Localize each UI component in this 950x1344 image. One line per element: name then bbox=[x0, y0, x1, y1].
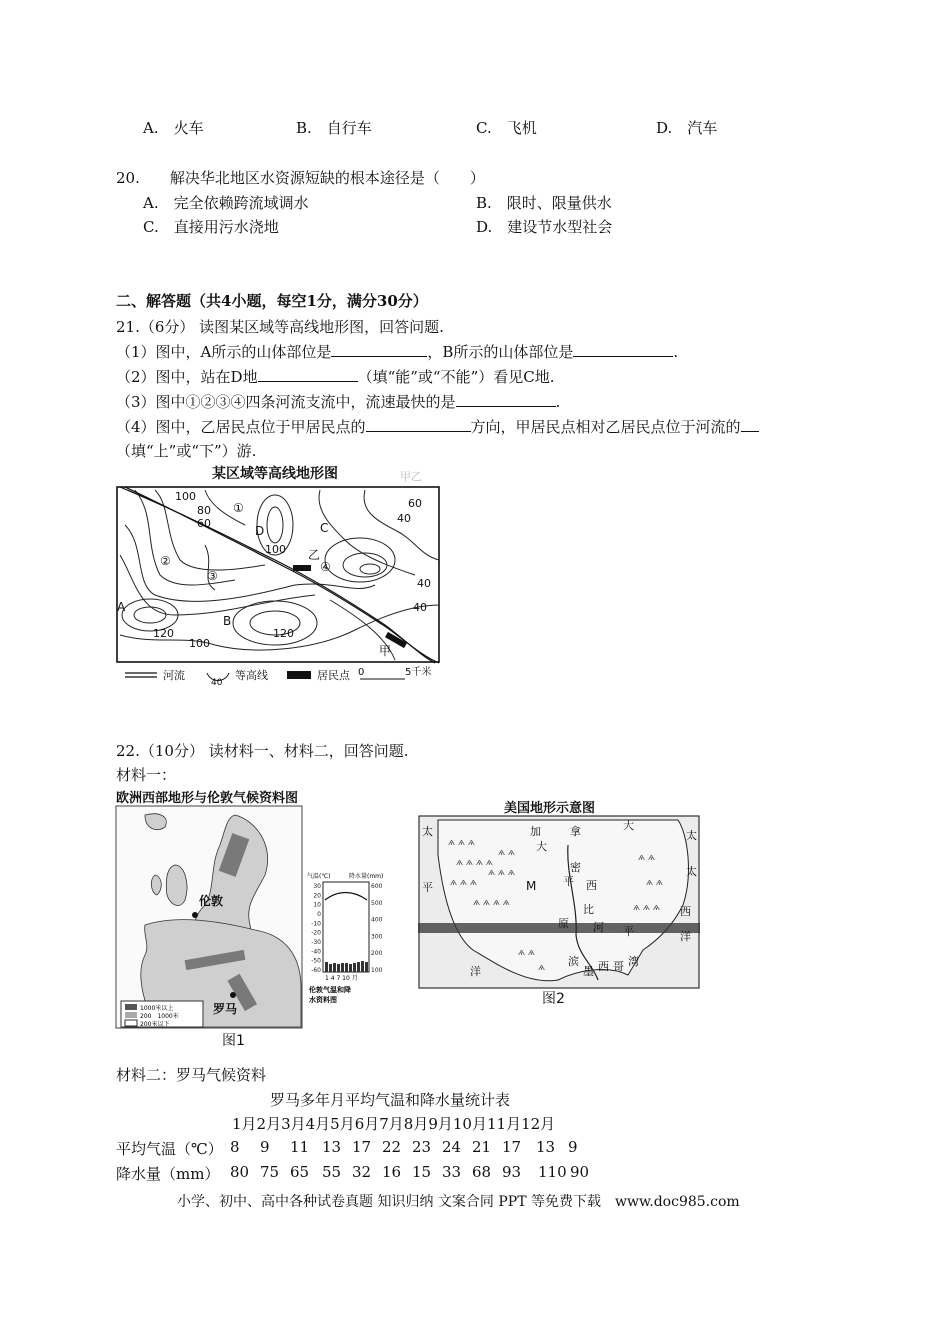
temperature-cell: 8 bbox=[230, 1138, 240, 1156]
rome-label: 罗马 bbox=[213, 1002, 238, 1016]
rome-temperature-row bbox=[116, 1138, 716, 1158]
us-map-label: 密 bbox=[570, 861, 581, 874]
svg-text:ѧ ѧ ѧ ѧ: ѧ ѧ ѧ ѧ bbox=[456, 858, 493, 868]
precipitation-cell: 93 bbox=[502, 1163, 522, 1181]
contour-label: 80 bbox=[197, 504, 211, 517]
us-map-label: 平 bbox=[422, 881, 433, 894]
q21-line-5: （填“上”或“下”）游. bbox=[116, 442, 257, 460]
us-map-label: 加 bbox=[530, 825, 541, 838]
precipitation-cell: 65 bbox=[290, 1163, 310, 1181]
us-map-label: 平 bbox=[563, 875, 574, 888]
settlement-legend-icon bbox=[287, 671, 311, 679]
stream-label-2: ② bbox=[160, 554, 171, 568]
q19-option-b: B. 自行车 bbox=[296, 119, 372, 137]
q21-stem: 21.（6分） 读图某区域等高线地形图，回答问题. bbox=[116, 318, 444, 336]
answer-blank[interactable] bbox=[741, 417, 759, 432]
climate-months: 1 4 7 10 月 bbox=[325, 975, 358, 982]
point-label-b: B bbox=[223, 614, 232, 628]
contour-label: 60 bbox=[408, 497, 422, 510]
us-map-label: 大 bbox=[623, 819, 634, 832]
figure-1-europe-map bbox=[115, 805, 305, 1045]
climate-axis-right bbox=[371, 883, 383, 974]
contour-label: 40 bbox=[397, 512, 411, 525]
temperature-cell: 17 bbox=[352, 1138, 372, 1156]
precipitation-cell: 80 bbox=[230, 1163, 250, 1181]
axis-tick-label: -10 bbox=[311, 920, 321, 928]
scale-zero: 0 bbox=[358, 667, 365, 678]
footer-text: 小学、初中、高中各种试卷真题 知识归纳 文案合同 PPT 等免费下载 www.doc985.com bbox=[177, 1194, 740, 1210]
legend-swatch-mid bbox=[125, 1012, 137, 1018]
figure-1-label: 图1 bbox=[222, 1033, 245, 1049]
us-map-label: 墨 bbox=[583, 965, 594, 978]
svg-text:ѧ ѧ ѧ: ѧ ѧ ѧ bbox=[488, 868, 515, 878]
q20-option-b: B. 限时、限量供水 bbox=[476, 194, 612, 212]
contour-label: 40 bbox=[413, 601, 427, 614]
us-map-label: 大 bbox=[536, 840, 547, 853]
rome-table-months: 1月2月3月4月5月6月7月8月9月10月11月12月 bbox=[232, 1115, 556, 1133]
svg-text:ѧ ѧ: ѧ ѧ bbox=[638, 853, 655, 863]
precipitation-cell: 15 bbox=[412, 1163, 432, 1181]
q21-line-2 bbox=[116, 366, 555, 387]
temperature-row-label: 平均气温（℃） bbox=[116, 1140, 223, 1158]
temperature-cell: 11 bbox=[290, 1138, 310, 1156]
precipitation-cell: 68 bbox=[472, 1163, 492, 1181]
london-marker bbox=[192, 912, 198, 918]
temperature-cell: 23 bbox=[412, 1138, 432, 1156]
precipitation-cell: 75 bbox=[260, 1163, 280, 1181]
temperature-cell: 17 bbox=[502, 1138, 522, 1156]
q21-2-text-b: （填“能”或“不能”）看见C地. bbox=[357, 368, 555, 386]
point-label-a: A bbox=[117, 600, 126, 614]
q21-4-text-b: 方向，甲居民点相对乙居民点位于河流的 bbox=[470, 418, 741, 436]
figure-2-title: 美国地形示意图 bbox=[504, 801, 596, 816]
axis-tick-label: 30 bbox=[313, 883, 321, 890]
contour-label: 100 bbox=[189, 637, 210, 650]
precipitation-cell: 55 bbox=[322, 1163, 342, 1181]
us-map-label: 西 bbox=[680, 905, 691, 918]
axis-tick-label: 0 bbox=[317, 911, 321, 918]
material-1-label: 材料一： bbox=[116, 766, 177, 784]
rome-marker bbox=[230, 992, 236, 998]
us-map-label: 太 bbox=[686, 865, 697, 878]
precipitation-cell: 90 bbox=[570, 1163, 590, 1181]
figure-2-us-map bbox=[418, 815, 700, 990]
precipitation-cell: 16 bbox=[382, 1163, 402, 1181]
axis-tick-label: -40 bbox=[311, 948, 321, 956]
contour-label: 100 bbox=[265, 543, 286, 556]
answer-blank[interactable] bbox=[366, 417, 471, 432]
settlement-label-yi: 乙 bbox=[308, 548, 321, 562]
stream-label-3: ③ bbox=[207, 569, 218, 583]
settlement-label-jia: 甲 bbox=[379, 644, 392, 658]
figure-1-title: 欧洲西部地形与伦敦气候资料图 bbox=[116, 791, 299, 806]
section-heading: 二、解答题（共4小题，每空1分，满分30分） bbox=[116, 292, 428, 310]
svg-text:ѧ ѧ ѧ ѧ: ѧ ѧ ѧ ѧ bbox=[473, 898, 510, 908]
axis-tick-label: -50 bbox=[311, 957, 321, 965]
us-map-label: 洋 bbox=[680, 930, 691, 943]
us-map-label-m: M bbox=[526, 879, 537, 893]
stream-label-1: ① bbox=[233, 501, 244, 515]
temperature-cell: 13 bbox=[536, 1138, 556, 1156]
stream-label-4: ④ bbox=[320, 560, 331, 574]
q21-3-text-a: （3）图中①②③④四条河流支流中，流速最快的是 bbox=[116, 393, 456, 411]
contour-label: 60 bbox=[197, 517, 211, 530]
rome-precipitation-row bbox=[116, 1163, 716, 1183]
us-map-label: 洋 bbox=[470, 965, 481, 978]
svg-text:ѧ ѧ ѧ: ѧ ѧ ѧ bbox=[448, 838, 475, 848]
axis-tick-label: 20 bbox=[313, 892, 321, 900]
legend-contour-number: 40 bbox=[211, 678, 223, 688]
temperature-cell: 9 bbox=[568, 1138, 578, 1156]
legend-river: 河流 bbox=[163, 669, 185, 682]
us-map-label: 太 bbox=[422, 825, 433, 838]
q20-option-d: D. 建设节水型社会 bbox=[476, 218, 613, 236]
london-climate-chart bbox=[303, 870, 391, 1010]
q21-4-text-a: （4）图中，乙居民点位于甲居民点的 bbox=[116, 418, 366, 436]
precipitation-cell: 32 bbox=[352, 1163, 372, 1181]
precipitation-cell: 110 bbox=[538, 1163, 567, 1181]
axis-tick-label: -30 bbox=[311, 939, 321, 946]
q21-line-4 bbox=[116, 416, 759, 437]
temperature-cell: 22 bbox=[382, 1138, 402, 1156]
climate-axis-left bbox=[311, 883, 321, 974]
axis-tick-label: 400 bbox=[371, 916, 383, 924]
answer-blank[interactable] bbox=[258, 367, 358, 382]
axis-tick-label: 300 bbox=[371, 933, 383, 941]
us-map-label: 滨 bbox=[568, 955, 579, 968]
axis-tick-label: 100 bbox=[371, 967, 383, 974]
legend-mid-text: 200 1000米 bbox=[140, 1013, 179, 1020]
svg-text:ѧ ѧ: ѧ ѧ bbox=[646, 878, 663, 888]
contour-label: 100 bbox=[175, 490, 196, 503]
axis-tick-label: 500 bbox=[371, 899, 383, 907]
q19-option-a: A. 火车 bbox=[143, 119, 204, 137]
q21-1-text-a: （1）图中，A所示的山体部位是 bbox=[116, 343, 332, 361]
settlement-yi-marker bbox=[293, 565, 311, 571]
svg-text:ѧ ѧ: ѧ ѧ bbox=[498, 848, 515, 858]
us-map-label: 比 bbox=[583, 903, 594, 916]
us-map-label: 西 bbox=[586, 879, 597, 892]
axis-tick-label: -20 bbox=[311, 929, 321, 937]
q19-option-c: C. 飞机 bbox=[476, 119, 537, 137]
legend-swatch-low bbox=[125, 1020, 137, 1026]
contour-label: 40 bbox=[417, 577, 431, 590]
us-map-label: 原 bbox=[558, 917, 569, 930]
climate-plot-area bbox=[323, 882, 369, 972]
precipitation-row-label: 降水量（mm） bbox=[116, 1165, 220, 1183]
scale-five: 5千米 bbox=[405, 667, 432, 678]
climate-caption-1: 伦敦气温和降 bbox=[309, 986, 351, 994]
us-map-label: 河 bbox=[593, 921, 604, 934]
material-2-label: 材料二：罗马气候资料 bbox=[116, 1066, 267, 1084]
climate-unit-left: 气温(℃) bbox=[307, 873, 331, 880]
q21-line-1 bbox=[116, 341, 678, 362]
us-map-label: 拿 bbox=[570, 825, 581, 838]
london-label: 伦敦 bbox=[199, 894, 224, 908]
svg-text:ѧ ѧ: ѧ ѧ bbox=[518, 948, 535, 958]
figure-2-label: 图2 bbox=[542, 991, 565, 1007]
point-label-c: C bbox=[320, 521, 329, 535]
legend-low-text: 200米以下 bbox=[140, 1021, 170, 1028]
q20-stem: 20. 解决华北地区水资源短缺的根本途径是（ ） bbox=[116, 169, 485, 187]
legend-contour: 等高线 bbox=[235, 669, 268, 682]
watermark-text: 甲乙 bbox=[400, 470, 422, 483]
axis-tick-label: 600 bbox=[371, 883, 383, 890]
temperature-cell: 21 bbox=[472, 1138, 492, 1156]
temperature-cell: 9 bbox=[260, 1138, 270, 1156]
q21-1-text-c: . bbox=[673, 343, 679, 361]
q21-1-text-b: ，B所示的山体部位是 bbox=[427, 343, 574, 361]
answer-blank[interactable] bbox=[573, 342, 673, 357]
us-map-label: 平 bbox=[623, 925, 634, 938]
axis-tick-label: 10 bbox=[313, 901, 321, 909]
svg-text:ѧ ѧ ѧ: ѧ ѧ ѧ bbox=[633, 903, 660, 913]
answer-blank[interactable] bbox=[331, 342, 427, 357]
contour-map bbox=[115, 485, 445, 690]
us-map-label: 湾 bbox=[628, 955, 639, 968]
legend-high-text: 1000米以上 bbox=[140, 1005, 174, 1012]
axis-tick-label: 200 bbox=[371, 950, 383, 958]
legend-settlement: 居民点 bbox=[317, 669, 350, 682]
svg-text:ѧ ѧ ѧ: ѧ ѧ ѧ bbox=[450, 878, 477, 888]
temperature-cell: 24 bbox=[442, 1138, 462, 1156]
answer-blank[interactable] bbox=[456, 392, 556, 407]
temperature-cell: 13 bbox=[322, 1138, 342, 1156]
q20-option-c: C. 直接用污水浇地 bbox=[143, 218, 279, 236]
rome-table-title: 罗马多年月平均气温和降水量统计表 bbox=[270, 1091, 511, 1109]
q21-2-text-a: （2）图中，站在D地 bbox=[116, 368, 258, 386]
q19-option-d: D. 汽车 bbox=[656, 119, 718, 137]
us-map-label: 西 bbox=[598, 960, 609, 973]
q20-option-a: A. 完全依赖跨流域调水 bbox=[143, 194, 309, 212]
axis-tick-label: -60 bbox=[311, 967, 321, 974]
climate-unit-right: 降水量(mm) bbox=[349, 873, 384, 880]
contour-label: 120 bbox=[153, 627, 174, 640]
q21-line-3 bbox=[116, 391, 560, 412]
contour-map-title: 某区域等高线地形图 bbox=[212, 466, 338, 482]
legend-swatch-high bbox=[125, 1004, 137, 1010]
precipitation-cell: 33 bbox=[442, 1163, 462, 1181]
climate-caption-2: 水资料图 bbox=[309, 996, 337, 1004]
q21-3-text-b: . bbox=[555, 393, 561, 411]
svg-text:ѧ: ѧ bbox=[538, 963, 546, 973]
point-label-d: D bbox=[255, 524, 265, 538]
us-map-label: 太 bbox=[686, 829, 697, 842]
contour-label: 120 bbox=[273, 627, 294, 640]
q22-stem: 22.（10分） 读材料一、材料二，回答问题. bbox=[116, 742, 409, 760]
us-map-label: 哥 bbox=[613, 960, 624, 973]
